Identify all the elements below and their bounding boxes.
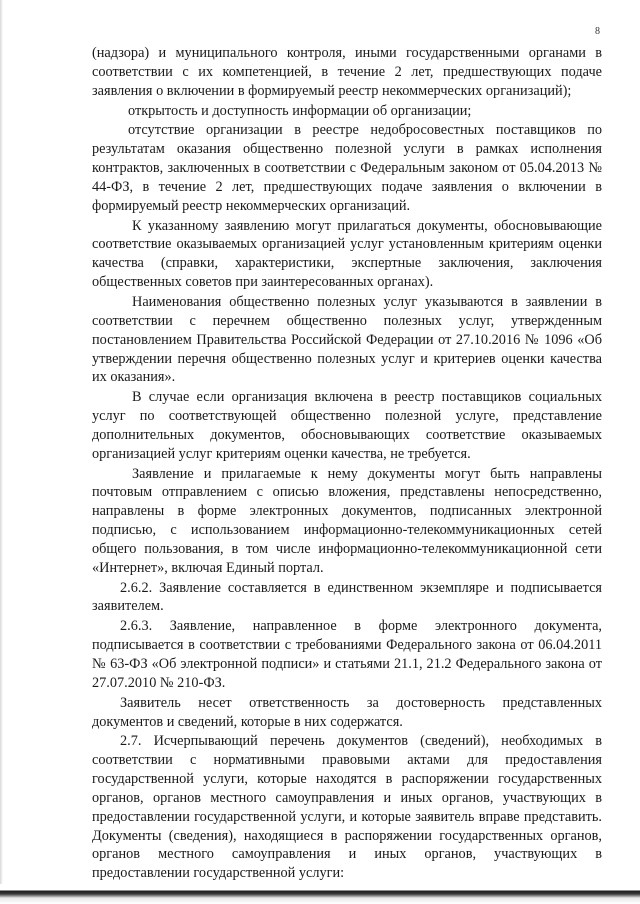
scan-left-shadow — [0, 0, 3, 904]
paragraph: К указанному заявлению могут прилагаться документы, обосновывающие соответствие оказываемых организацией услуг установленным критериям оценки качества (справки, характеристики, экспертные заключения, заключения общественных советов при заинтересованных органах). — [92, 217, 602, 291]
paragraph: Заявление и прилагаемые к нему документы могут быть направлены почтовым отправлением с описью вложения, представлены непосредственно, направлены в форме электронных документов, подписанных электронной подписью, с использованием информационно-телекоммуникационных сетей общего пользования, в том числе информационно-телекоммуникационной сети «Интернет», включая Единый портал. — [92, 465, 602, 576]
document-body — [92, 44, 602, 904]
paragraph: В случае если организация включена в реестр поставщиков социальных услуг по соответствующей общественно полезной услуге, представление дополнительных документов, обосновывающих соответствие оказываемых организацией услуг критериям оценки качества, не требуется. — [92, 389, 602, 462]
paragraph: открытость и доступность информации об организации; — [128, 102, 472, 119]
paragraph: (надзора) и муниципального контроля, иными государственными органами в соответствии с их компетенцией, в течение 2 лет, предшествующих подаче заявления о включении в формируемый реестр некоммерческих организаций); — [92, 45, 602, 99]
paragraph: 2.6.3. Заявление, направленное в форме электронного документа, подписывается в соответствии с требованиями Федерального закона от 06.04.2011 № 63-ФЗ «Об электронной подписи» и статьями 21.1, 21.2 Федерального закона от 27.07.2010 № 210-ФЗ. — [92, 618, 602, 691]
paragraph: 2.6.2. Заявление составляется в единственном экземпляре и подписывается заявителем. — [92, 579, 602, 615]
paragraph: 2.7. Исчерпывающий перечень документов (сведений), необходимых в соответствии с нормативными правовыми актами для предоставления государственной услуги, которые находятся в распоряжении государственных органов, органов местного самоуправления и иных органов, участвующих в предоставлении государственной услуги, и которые заявитель вправе представить. Документы (сведения), находящиеся в распоряжении государственных органов, органов местного самоуправления и иных органов, участвующих в предоставлении государственной услуги: — [92, 733, 602, 882]
scan-bottom-edge — [0, 884, 640, 904]
paragraph: Наименования общественно полезных услуг указываются в заявлении в соответствии с перечнем общественно полезных услуг, утвержденным постановлением Правительства Российской Федерации от 27.10.2016 № 1096 «Об утверждении перечня общественно полезных услуг и критериев оценки качества их оказания». — [92, 293, 602, 386]
paragraph: Заявитель несет ответственность за достоверность представленных документов и сведений, которые в них содержатся. — [92, 694, 602, 730]
page-number: 8 — [595, 26, 600, 37]
paragraph: отсутствие организации в реестре недобросовестных поставщиков по результатам оказания общественно полезной услуги в рамках исполнения контрактов, заключенных в соответствии с Федеральным законом от 05.04.2013 № 44-ФЗ, в течение 2 лет, предшествующих подаче заявления о включении в формируемый реестр некоммерческих организаций. — [92, 122, 602, 214]
